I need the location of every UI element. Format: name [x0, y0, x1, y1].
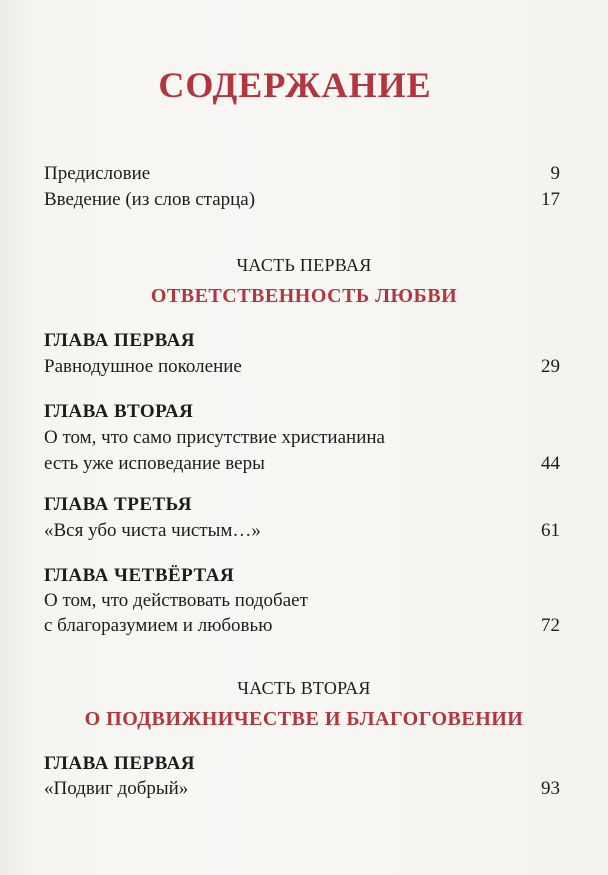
toc-entry-label: «Вся убо чиста чистым…» — [44, 520, 261, 541]
part-two-title: О ПОДВИЖНИЧЕСТВЕ И БЛАГОГОВЕНИИ — [84, 708, 524, 730]
toc-entry-page: 44 — [541, 453, 560, 474]
chapter-heading: ГЛАВА ЧЕТВЁРТАЯ — [44, 565, 235, 586]
toc-entry-chapter[interactable] — [44, 776, 560, 802]
toc-entry-page: 72 — [541, 615, 560, 636]
toc-entry-preface[interactable] — [44, 161, 560, 187]
toc-entry-chapter[interactable] — [44, 518, 560, 544]
toc-entry-page: 29 — [541, 356, 560, 377]
part-two-label: ЧАСТЬ ВТОРАЯ — [237, 678, 371, 698]
toc-entry-page: 17 — [541, 189, 560, 210]
toc-entry-label: Введение (из слов старца) — [44, 189, 256, 210]
toc-entry-page: 93 — [541, 778, 560, 799]
toc-entry-intro[interactable] — [44, 187, 560, 213]
toc-entry-chapter[interactable] — [44, 354, 560, 380]
toc-entry-label: с благоразумием и любовью — [44, 615, 273, 636]
toc-entry-chapter[interactable] — [44, 613, 560, 639]
chapter-heading: ГЛАВА ПЕРВАЯ — [44, 753, 196, 774]
chapter-heading: ГЛАВА ВТОРАЯ — [44, 401, 194, 422]
page-title: СОДЕРЖАНИЕ — [158, 65, 432, 105]
toc-entry-label: «Подвиг добрый» — [44, 778, 189, 799]
toc-entry-label: есть уже исповедание веры — [44, 453, 265, 474]
toc-entry-page: 9 — [550, 163, 560, 184]
toc-entry-label: Предисловие — [44, 163, 151, 184]
part-one-label: ЧАСТЬ ПЕРВАЯ — [236, 255, 372, 275]
toc-entry-chapter[interactable] — [44, 451, 560, 477]
chapter-heading: ГЛАВА ТРЕТЬЯ — [44, 494, 192, 515]
toc-entry-label-line[interactable]: О том, что само присутствие христианина — [44, 427, 385, 448]
toc-entry-label-line[interactable]: О том, что действовать подобает — [44, 590, 308, 611]
chapter-heading: ГЛАВА ПЕРВАЯ — [44, 330, 196, 351]
part-one-title: ОТВЕТСТВЕННОСТЬ ЛЮБВИ — [150, 285, 458, 307]
toc-entry-page: 61 — [541, 520, 560, 541]
toc-entry-label: Равнодушное поколение — [44, 356, 242, 377]
